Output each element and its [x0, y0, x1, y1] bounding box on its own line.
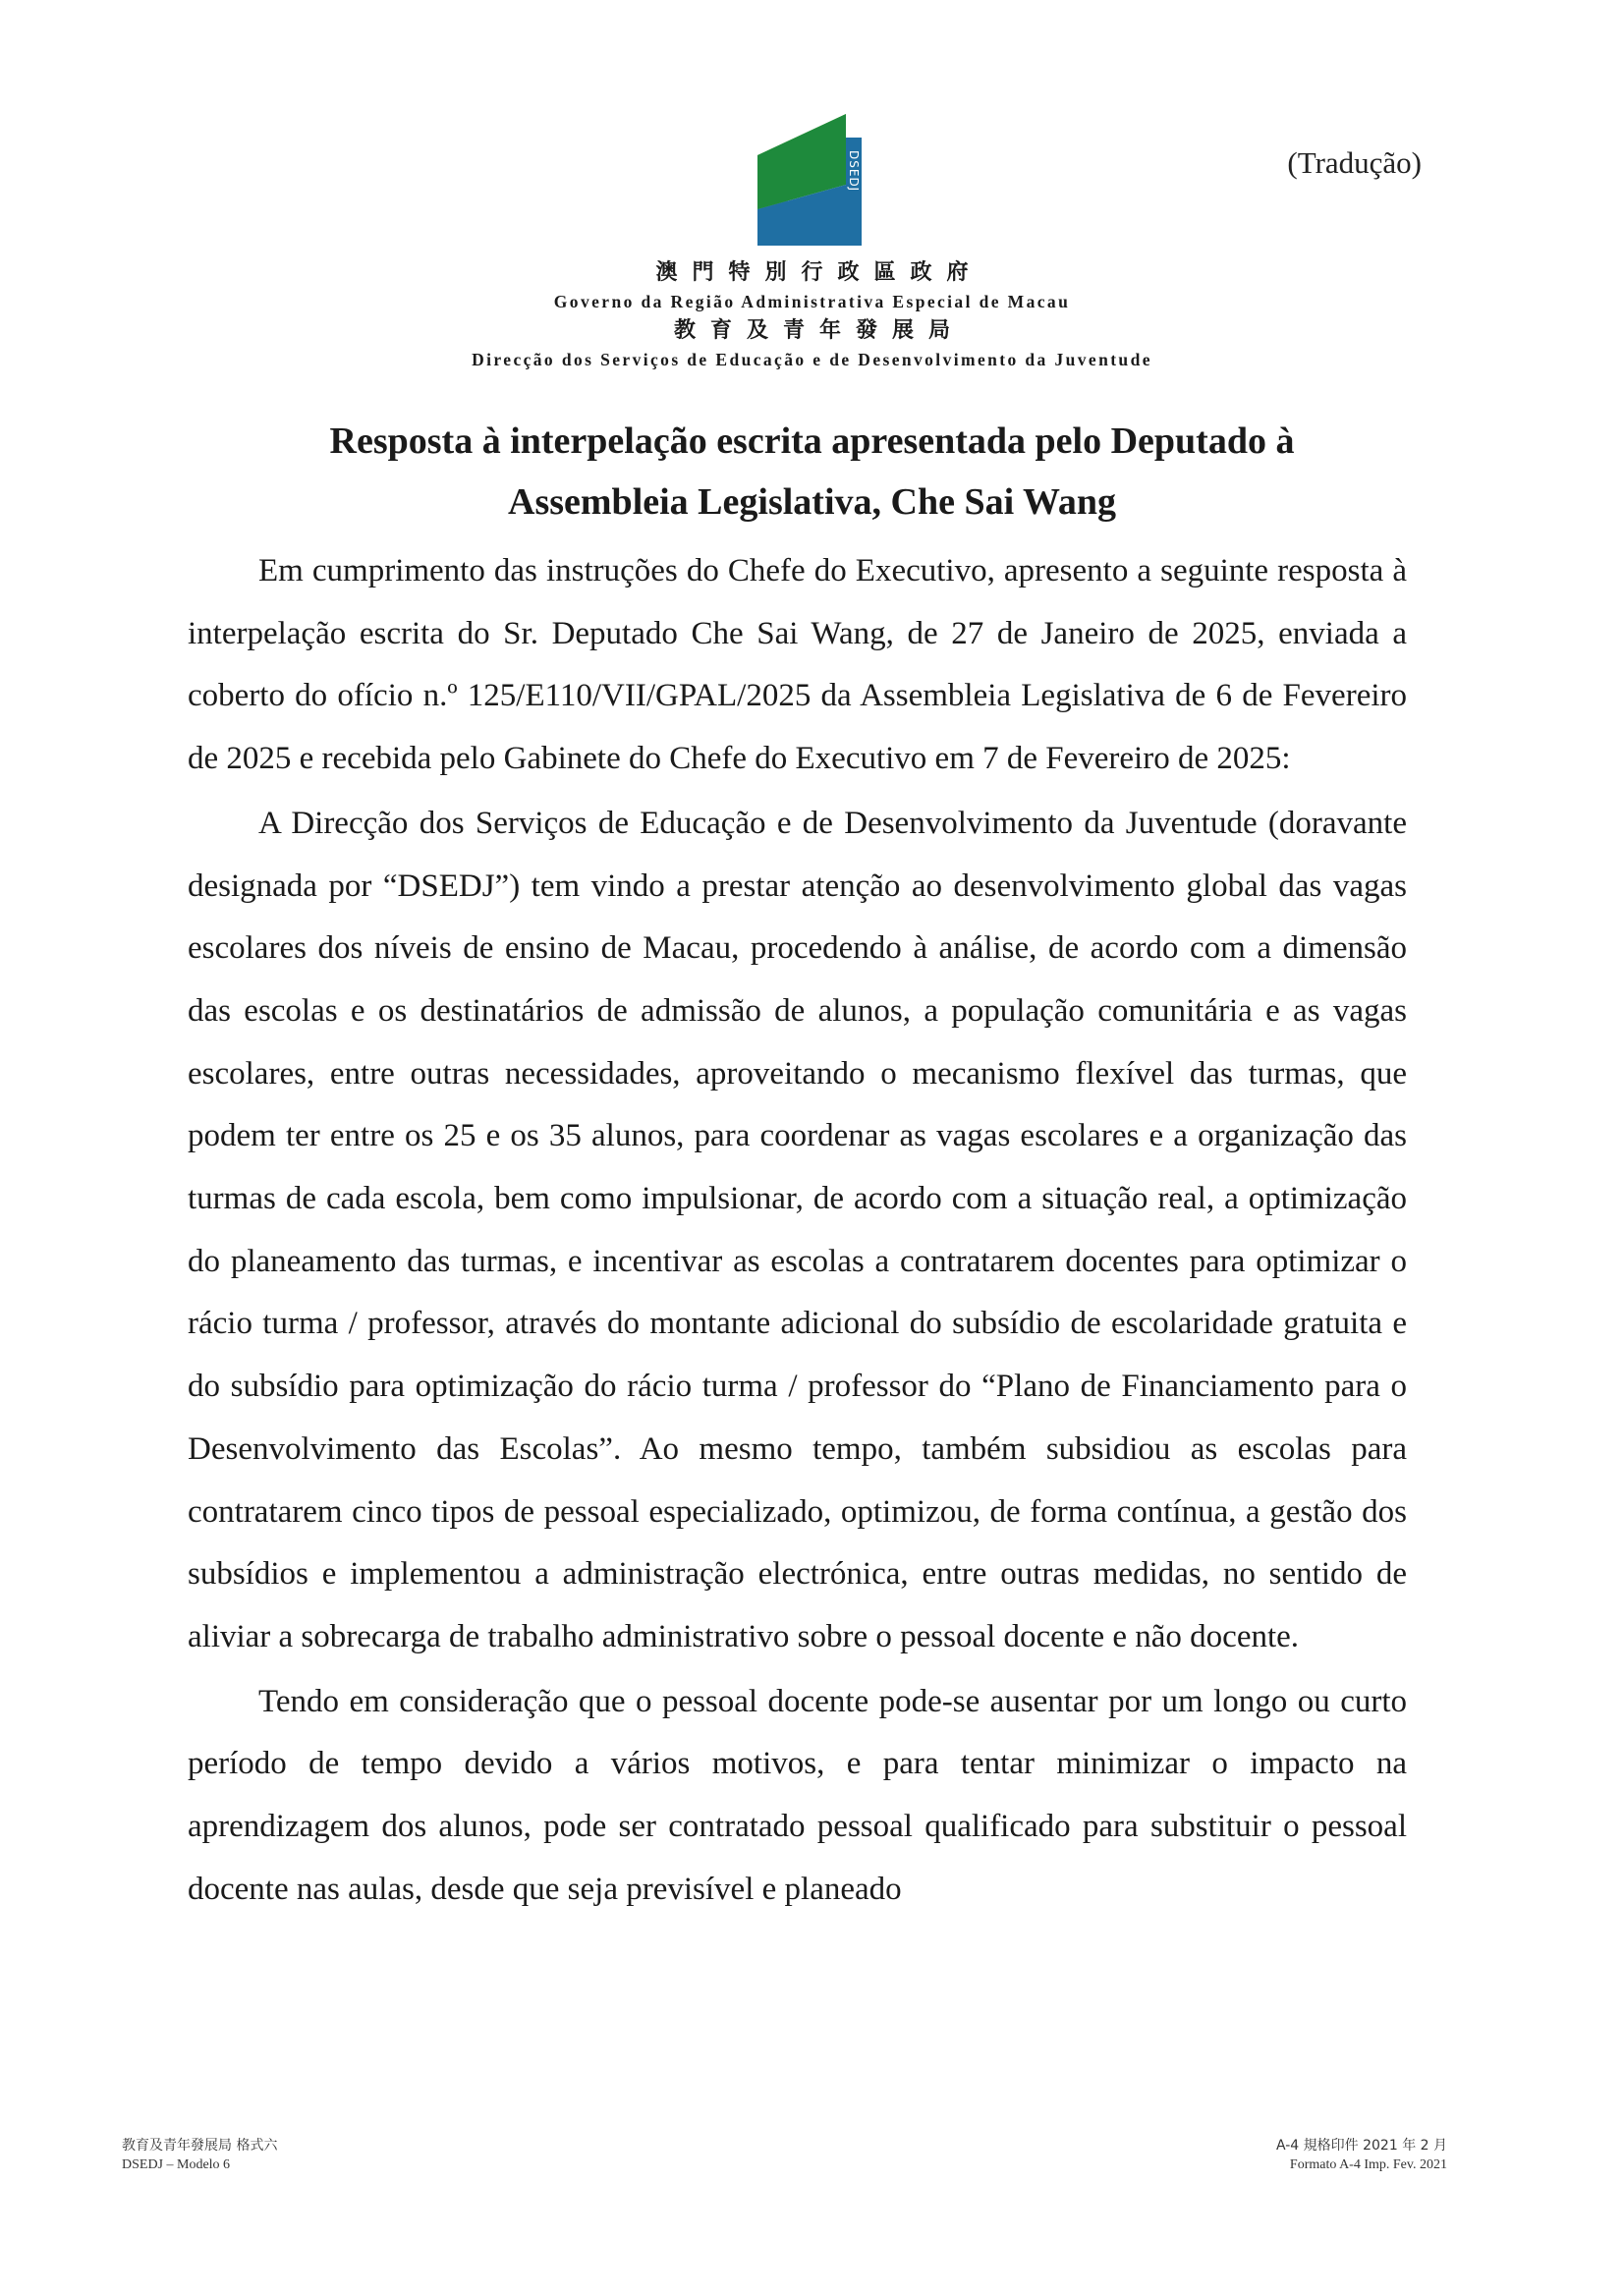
translation-note: (Tradução) — [1287, 145, 1422, 180]
footer-right — [1276, 2137, 1447, 2174]
gov-name-zh: 澳門特別行政區政府 — [655, 260, 983, 285]
document-title — [177, 411, 1447, 532]
gov-name-pt: Governo da Região Administrativa Especial de Macau — [553, 292, 1071, 311]
footer-left-zh: 教育及青年發展局 格式六 — [122, 2138, 278, 2154]
paragraph-1: Em cumprimento das instruções do Chefe do Executivo, apresento a seguinte resposta à interpelação escrita do Sr. Deputado Che Sai Wang, de 27 de Janeiro de 2025, enviada a coberto do ofício n.º 125/E110/VII/GPAL/2025 da Assembleia Legislativa de 6 de Fevereiro de 2025 e recebida pelo Gabinete do Chefe do Executivo em 7 de Fevereiro de 2025: — [188, 553, 1407, 777]
title-line-1: Resposta à interpelação escrita apresentada pelo Deputado à — [329, 420, 1295, 462]
document-body — [188, 540, 1407, 1923]
paragraph-2: A Direcção dos Serviços de Educação e de Desenvolvimento da Juventude (doravante designada por “DSEDJ”) tem vindo a prestar atenção ao desenvolvimento global das vagas escolares dos níveis de ensino de Macau, procedendo à análise, de acordo com a dimensão das escolas e os destinatários de admissão de alunos, a população comunitária e as vagas escolares, entre outras necessidades, aproveitando o mecanismo flexível das turmas, que podem ter entre os 25 e os 35 alunos, para coordenar as vagas escolares e a organização das turmas de cada escola, bem como impulsionar, de acordo com a situação real, a optimização do planeamento das turmas, e incentivar as escolas a contratarem docentes para optimizar o rácio turma / professor, através do montante adicional do subsídio de escolaridade gratuita e do subsídio para optimização do rácio turma / professor do “Plano de Financiamento para o Desenvolvimento das Escolas”. Ao mesmo tempo, também subsidiou as escolas para contratarem cinco tipos de pessoal especializado, optimizou, de forma contínua, a gestão dos subsídios e implementou a administração electrónica, entre outras medidas, no sentido de aliviar a sobrecarga de trabalho administrativo sobre o pessoal docente e não docente. — [188, 805, 1407, 1654]
logo-text: DSEDJ — [847, 150, 861, 193]
footer-right-pt: Formato A-4 Imp. Fev. 2021 — [1289, 2157, 1447, 2172]
masthead — [0, 257, 1624, 373]
paragraph-3: Tendo em consideração que o pessoal docente pode-se ausentar por um longo ou curto período de tempo devido a vários motivos, e para tentar minimizar o impacto na aprendizagem dos alunos, pode ser contratado pessoal qualificado para substituir o pessoal docente nas aulas, desde que seja previsível e planeado — [188, 1683, 1407, 1907]
footer-right-zh: A-4 規格印件 2021 年 2 月 — [1275, 2138, 1447, 2154]
dept-name-pt: Direcção dos Serviços de Educação e de Desenvolvimento da Juventude — [472, 350, 1152, 369]
title-line-2: Assembleia Legislativa, Che Sai Wang — [508, 481, 1116, 523]
footer-left — [122, 2137, 277, 2174]
footer-left-pt: DSEDJ – Modelo 6 — [122, 2157, 231, 2172]
dsedj-logo-icon — [755, 114, 902, 247]
dept-name-zh: 教育及青年發展局 — [673, 318, 965, 343]
